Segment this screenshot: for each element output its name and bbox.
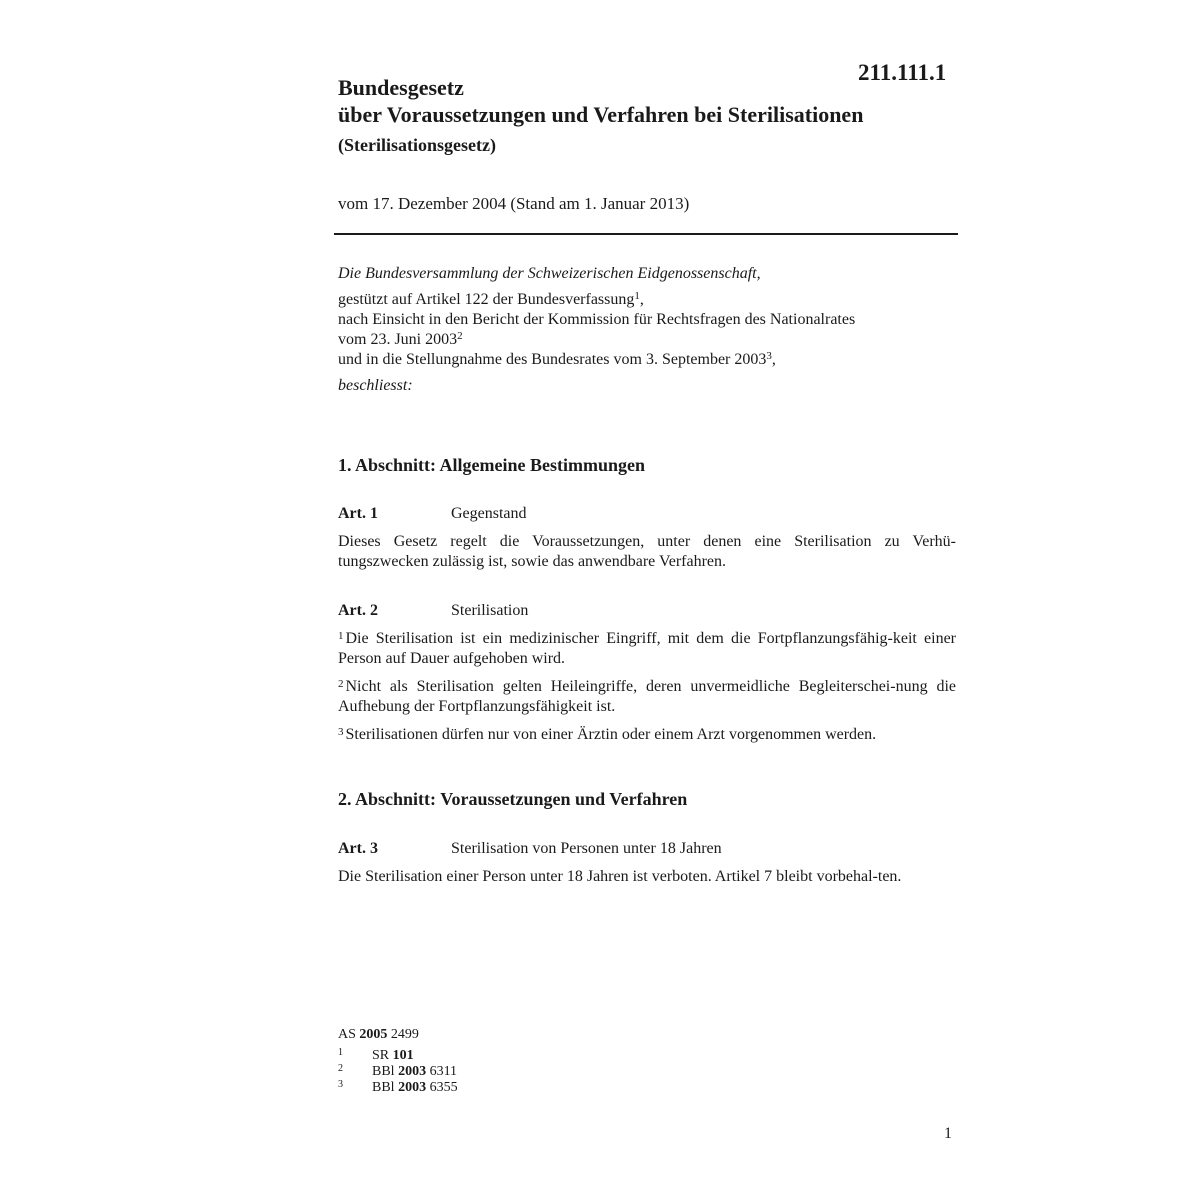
footnote-prefix: SR [372, 1048, 393, 1063]
paragraph-text: Sterilisationen dürfen nur von einer Ärztin oder einem Arzt vorgenommen werden. [345, 726, 877, 743]
footnote-number: 2 [338, 1063, 343, 1074]
footnote-ref-1[interactable]: 1 [634, 290, 640, 302]
article-body-1 [338, 532, 956, 580]
preamble-intro: Die Bundesversammlung der Schweizerischen Eidgenossenschaft, [338, 265, 761, 282]
paragraph-marker: 2 [338, 678, 344, 690]
article-number: Art. 2 [338, 602, 378, 619]
article-body-2 [338, 629, 956, 753]
short-title: (Sterilisationsgesetz) [338, 135, 496, 155]
preamble-line-4 [338, 350, 958, 370]
page-number: 1 [944, 1125, 952, 1142]
as-prefix: AS [338, 1027, 360, 1042]
as-page: 2499 [387, 1027, 419, 1042]
footnote-1 [338, 1045, 458, 1061]
preamble-outro: beschliesst: [338, 377, 413, 394]
article-paragraph [338, 725, 956, 745]
footnote-3 [338, 1077, 458, 1093]
article-title: Sterilisation von Personen unter 18 Jahren [451, 840, 722, 857]
article-number: Art. 3 [338, 840, 378, 857]
date-line: vom 17. Dezember 2004 (Stand am 1. Januar 2013) [338, 194, 690, 213]
footnote-ref-2[interactable]: 2 [457, 330, 463, 342]
footnote-prefix: BBl [372, 1064, 399, 1079]
preamble [338, 264, 958, 396]
footnotes [338, 1027, 458, 1093]
footnote-bold: 2003 [398, 1064, 427, 1079]
paragraph-marker: 3 [338, 726, 344, 738]
footnote-2 [338, 1061, 458, 1077]
footnote-ref-3[interactable]: 3 [766, 350, 772, 362]
footnote-number: 3 [338, 1079, 343, 1090]
footnote-prefix: BBl [372, 1080, 399, 1095]
footnote-bold: 101 [392, 1048, 414, 1063]
section-heading-1: 1. Abschnitt: Allgemeine Bestimmungen [338, 455, 646, 475]
article-paragraph [338, 629, 956, 669]
title-divider [334, 233, 958, 235]
as-year: 2005 [359, 1027, 388, 1042]
preamble-line-4-text: und in die Stellungnahme des Bundesrates vom 3. September 2003 [338, 351, 767, 368]
title-line-1: Bundesgesetz [338, 75, 464, 100]
preamble-line-2: nach Einsicht in den Bericht der Kommission für Rechtsfragen des Nationalrates [338, 311, 856, 328]
sr-number: 211.111.1 [858, 60, 947, 85]
paragraph-marker: 1 [338, 630, 344, 642]
footnote-suffix: 6355 [426, 1080, 458, 1095]
preamble-line-3-text: vom 23. Juni 2003 [338, 331, 458, 348]
article-title: Gegenstand [451, 505, 527, 522]
article-paragraph: Dieses Gesetz regelt die Voraussetzungen, unter denen eine Sterilisation zu Verhü-tungszwecken zulässig ist, sowie das anwendbare Verfahren. [338, 533, 956, 570]
article-body-3 [338, 867, 956, 895]
article-head-1 [338, 504, 958, 524]
title-line-2: über Voraussetzungen und Verfahren bei Sterilisationen [338, 102, 864, 127]
preamble-line-3 [338, 330, 958, 350]
article-head-3 [338, 839, 958, 859]
footnote-suffix: 6311 [426, 1064, 458, 1079]
article-head-2 [338, 601, 958, 621]
section-heading-2: 2. Abschnitt: Voraussetzungen und Verfahren [338, 789, 688, 809]
article-number: Art. 1 [338, 505, 378, 522]
footnote-bold: 2003 [398, 1080, 427, 1095]
official-collection-reference [338, 1027, 458, 1043]
paragraph-text: Die Sterilisation ist ein medizinischer Eingriff, mit dem die Fortpflanzungsfähig-keit einer Person auf Dauer aufgehoben wird. [338, 630, 956, 667]
preamble-line-1-tail: , [639, 291, 644, 308]
title-block [338, 74, 958, 158]
article-paragraph [338, 677, 956, 717]
preamble-line-1-text: gestützt auf Artikel 122 der Bundesverfassung [338, 291, 635, 308]
footnote-number: 1 [338, 1047, 343, 1058]
article-paragraph: Die Sterilisation einer Person unter 18 Jahren ist verboten. Artikel 7 bleibt vorbehal-ten. [338, 868, 902, 885]
article-title: Sterilisation [451, 602, 529, 619]
preamble-line-4-tail: , [771, 351, 776, 368]
paragraph-text: Nicht als Sterilisation gelten Heileingriffe, deren unvermeidliche Begleiterschei-nung die Aufhebung der Fortpflanzungsfähigkeit ist. [338, 678, 956, 715]
preamble-line-1 [338, 290, 958, 310]
